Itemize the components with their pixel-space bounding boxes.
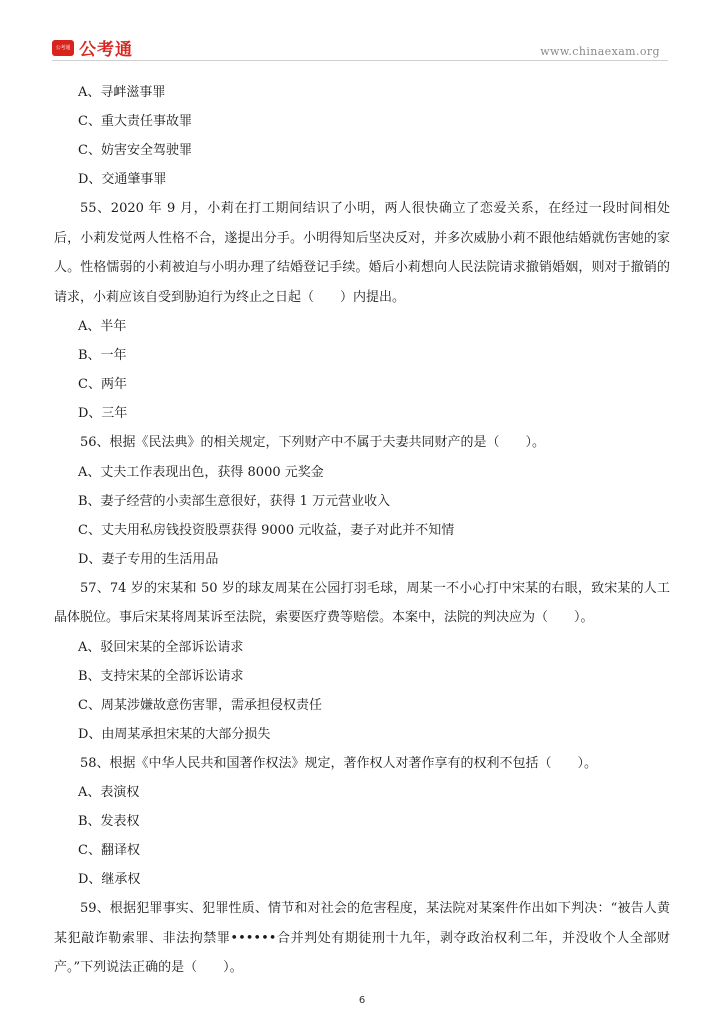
q57-option-b: B、支持宋某的全部诉讼请求 (78, 668, 244, 684)
q55-option-b: B、一年 (78, 348, 127, 363)
q57-option-a: A、驳回宋某的全部诉讼请求 (78, 639, 244, 655)
logo (52, 35, 133, 60)
q56-option-b: B、妻子经营的小卖部生意很好，获得 1 万元营业收入 (78, 493, 391, 509)
q57-text: 57、74 岁的宋某和 50 岁的球友周某在公园打羽毛球，周某一不小心打中宋某的右眼，致宋某的人工晶体脱位。事后宋某将周某诉至法院，索要医疗费等赔偿。本案中，法院的判决应为（ ）。 (54, 580, 670, 625)
q58-text: 58、根据《中华人民共和国著作权法》规定，著作权人对著作享有的权利不包括（ ）。 (80, 755, 598, 771)
page-header (0, 0, 724, 64)
site-url: www.chinaexam.org (540, 45, 660, 58)
q58-option-b: B、发表权 (78, 814, 140, 829)
q55-option-a: A、半年 (78, 319, 127, 334)
q56-option-c: C、丈夫用私房钱投资股票获得 9000 元收益，妻子对此并不知情 (78, 522, 455, 538)
q57-option-d: D、由周某承担宋某的大部分损失 (78, 726, 271, 742)
q54-option-c1: C、重大责任事故罪 (78, 114, 192, 129)
document-body (54, 78, 670, 983)
q56-option-d: D、妻子专用的生活用品 (78, 551, 219, 567)
logo-text: 公考通 (79, 40, 133, 60)
q55-option-d: D、三年 (78, 406, 128, 421)
q56-option-a: A、丈夫工作表现出色，获得 8000 元奖金 (78, 464, 324, 480)
q59-text: 59、根据犯罪事实、犯罪性质、情节和对社会的危害程度，某法院对某案件作出如下判决：“被告人黄某犯敲诈勒索罪、非法拘禁罪••••••合并判处有期徒刑十九年，剥夺政治权利二年，并没收个人全部财产。”下列说法正确的是（ ）。 (54, 901, 670, 975)
header-divider (52, 60, 668, 61)
q56-text: 56、根据《民法典》的相关规定，下列财产中不属于夫妻共同财产的是（ ）。 (80, 435, 546, 450)
q55-text: 55、2020 年 9 月，小莉在打工期间结识了小明，两人很快确立了恋爱关系，在经过一段时间相处后，小莉发觉两人性格不合，遂提出分手。小明得知后坚决反对，并多次威胁小莉不跟他结婚就伤害她的家人。性格懦弱的小莉被迫与小明办理了结婚登记手续。婚后小莉想向人民法院请求撤销婚姻，则对于撤销的请求，小莉应该自受到胁迫行为终止之日起（ ）内提出。 (54, 201, 670, 305)
q54-option-d: D、交通肇事罪 (78, 172, 167, 187)
q55-option-c: C、两年 (78, 377, 127, 392)
q58-option-d: D、继承权 (78, 872, 141, 887)
q54-option-a: A、寻衅滋事罪 (78, 85, 166, 100)
q58-option-c: C、翻译权 (78, 843, 140, 858)
page-number: 6 (358, 995, 366, 1006)
q58-option-a: A、表演权 (78, 785, 140, 800)
logo-badge: 公考通 (52, 40, 74, 56)
q57-option-c: C、周某涉嫌故意伤害罪，需承担侵权责任 (78, 697, 322, 713)
q54-option-c2: C、妨害安全驾驶罪 (78, 143, 192, 158)
